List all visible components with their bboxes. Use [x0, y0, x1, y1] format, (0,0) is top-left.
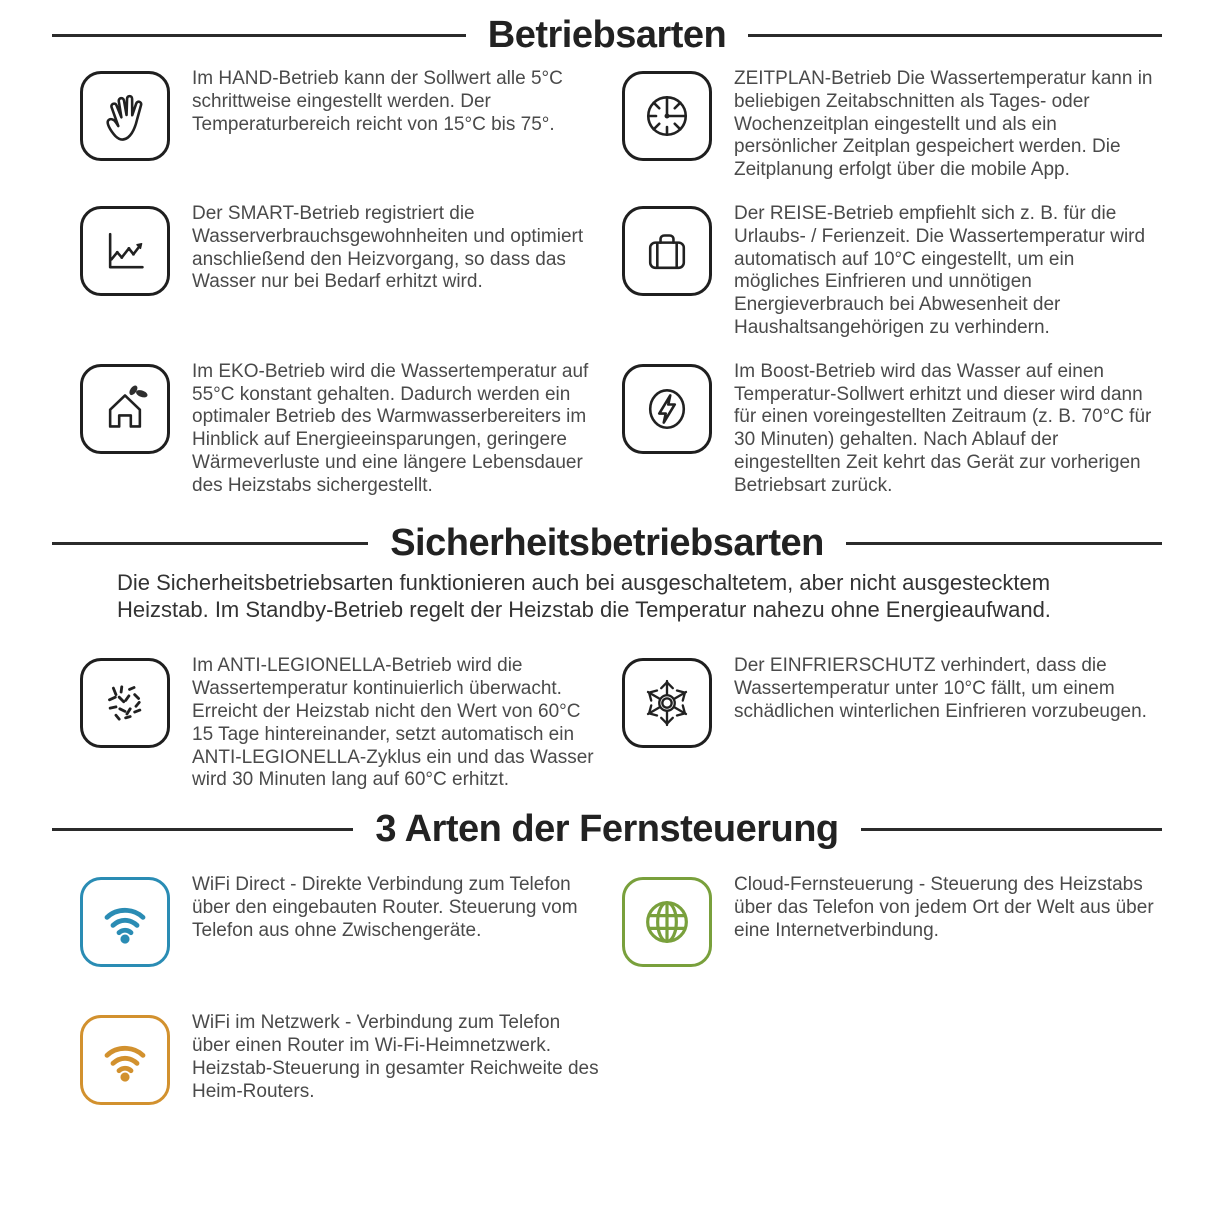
sicherheit-intro-text: Die Sicherheitsbetriebsarten funktionieren auch bei ausgeschaltetem, aber nicht ausgestecktem Heizstab. Im Standby-Betrieb regelt der Heizstab die Temperatur nahezu ohne Energieaufwand.: [117, 569, 1051, 623]
snowflake-icon: [622, 658, 712, 748]
feature-text-eko: Im EKO-Betrieb wird die Wassertemperatur auf 55°C konstant gehalten. Dadurch werden ein optimaler Betrieb des Warmwasserbereiters im Hinblick auf Energieeinsparungen, geringere Wärmeverluste und eine längere Lebensdauer des Heizstabs sichergestellt.: [192, 360, 589, 496]
feature-text-zeitplan: ZEITPLAN-Betrieb Die Wassertemperatur kann in beliebigen Zeitabschnitten als Tages- oder Wochenzeitplan eingestellt und als ein persönlicher Zeitplan gespeichert werden. Die Zeitplanung erfolgt über die mobile App.: [734, 68, 1153, 181]
feature-text-einfrierschutz: Der EINFRIERSCHUTZ verhindert, dass die Wassertemperatur unter 10°C fällt, um einem schädlichen winterlichen Einfrieren vorzubeugen.: [734, 655, 1147, 723]
suitcase-icon: [622, 206, 712, 296]
feature-row: [0, 874, 1214, 967]
feature-item-anti-legionella: [0, 655, 600, 792]
feature-text-hand: Im HAND-Betrieb kann der Sollwert alle 5°C schrittweise eingestellt werden. Der Temperaturbereich reicht von 15°C bis 75°.: [192, 68, 563, 135]
feature-item-wifi-network: [0, 1012, 600, 1105]
feature-row: [0, 360, 1214, 498]
hand-icon: [80, 71, 170, 161]
feature-row: [0, 655, 1214, 792]
feature-item-reise: [600, 202, 1214, 340]
eco-house-icon: [80, 364, 170, 454]
page-title: Betriebsarten: [487, 14, 727, 56]
feature-text-boost: Im Boost-Betrieb wird das Wasser auf einen Temperatur-Sollwert erhitzt und dieser wird dann für einen voreingestellten Zeitraum (z. B. 70°C für 30 Minuten) gehalten. Nach Ablauf der eingestellten Zeit kehrt das Gerät zur vorherigen Betriebsart zurück.: [734, 360, 1152, 496]
feature-item-smart: [0, 202, 600, 340]
feature-item-cloud: [600, 874, 1214, 967]
feature-text-cloud: Cloud-Fernsteuerung - Steuerung des Heizstabs über das Telefon von jedem Ort der Welt aus über eine Internetverbindung.: [734, 874, 1154, 941]
section-title-fernsteuerung: 3 Arten der Fernsteuerung: [375, 808, 839, 851]
feature-text-wifi-network: WiFi im Netzwerk - Verbindung zum Telefon über einen Router im Wi-Fi-Heimnetzwerk. Heizstab-Steuerung in gesamter Reichweite des Heim-Routers.: [192, 1012, 599, 1102]
boost-bolt-icon: [622, 364, 712, 454]
section-heading-fernsteuerung: [0, 808, 1214, 851]
section-title-sicherheit: Sicherheitsbetriebsarten: [390, 521, 824, 564]
feature-text-reise: Der REISE-Betrieb empfiehlt sich z. B. für die Urlaubs- / Ferienzeit. Die Wassertemperatur wird automatisch auf 10°C eingestellt, um ein mögliches Einfrieren und unnötigen Energieverbrauch bei Abwesenheit der Haushaltsangehörigen zu verhindern.: [734, 202, 1146, 338]
bacteria-icon: [80, 658, 170, 748]
feature-item-einfrierschutz: [600, 655, 1214, 792]
feature-item-hand: [0, 68, 600, 182]
heading-divider-line: [748, 34, 1162, 37]
feature-item-boost: [600, 360, 1214, 498]
empty-cell: [600, 1015, 1214, 1105]
feature-text-wifi-direct: WiFi Direct - Direkte Verbindung zum Telefon über den eingebauten Router. Steuerung vom Telefon aus ohne Zwischengeräte.: [192, 874, 578, 941]
chart-icon: [80, 206, 170, 296]
wifi-network-icon: [80, 1015, 170, 1105]
heading-divider-line: [52, 34, 466, 37]
section-heading-sicherheit: [0, 522, 1214, 565]
feature-item-zeitplan: [600, 68, 1214, 182]
heading-divider-line: [52, 828, 353, 831]
section-heading-betriebsarten: [0, 14, 1214, 57]
heading-divider-line: [52, 542, 368, 545]
feature-row: [0, 68, 1214, 182]
feature-item-wifi-direct: [0, 874, 600, 967]
heading-divider-line: [861, 828, 1162, 831]
globe-icon: [622, 877, 712, 967]
feature-row: [0, 1012, 1214, 1105]
feature-item-eko: [0, 360, 600, 498]
feature-text-anti-legionella: Im ANTI-LEGIONELLA-Betrieb wird die Wassertemperatur kontinuierlich überwacht. Erreicht der Heizstab nicht den Wert von 60°C 15 Tage hintereinander, setzt automatisch ein ANTI-LEGIONELLA-Zyklus ein und das Wasser wird 30 Minuten lang auf 60°C erhitzt.: [192, 655, 594, 791]
feature-text-smart: Der SMART-Betrieb registriert die Wasserverbrauchsgewohnheiten und optimiert anschließend den Heizvorgang, so dass das Wasser nur bei Bedarf erhitzt wird.: [192, 202, 584, 293]
clock-icon: [622, 71, 712, 161]
wifi-direct-icon: [80, 877, 170, 967]
feature-row: [0, 202, 1214, 340]
heading-divider-line: [846, 542, 1162, 545]
